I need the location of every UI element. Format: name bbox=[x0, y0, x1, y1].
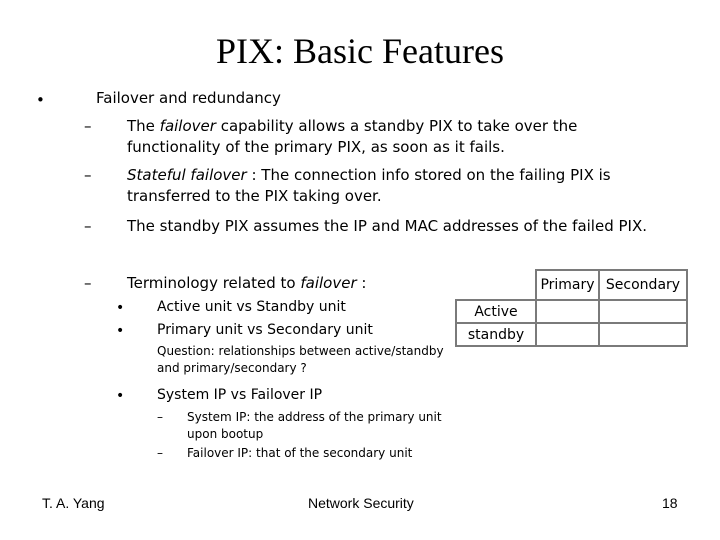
sub-item-system-ip: System IP vs Failover IP bbox=[157, 387, 323, 403]
table-header-cell: Primary bbox=[536, 270, 599, 300]
bullet-icon: • bbox=[116, 300, 125, 316]
bullet-icon: • bbox=[36, 91, 45, 109]
bullet-failover-capability bbox=[127, 116, 597, 158]
question-text: Question: relationships between active/standby and primary/secondary ? bbox=[157, 344, 444, 375]
footer-page-number: 18 bbox=[662, 495, 678, 511]
table-row bbox=[456, 323, 687, 346]
bullet-emphasis: failover bbox=[300, 274, 357, 292]
sub-item-primary-secondary: Primary unit vs Secondary unit bbox=[157, 322, 373, 338]
sub-item-active-standby: Active unit vs Standby unit bbox=[157, 299, 346, 315]
dash-icon: – bbox=[84, 274, 92, 292]
bullet-text: Terminology related to bbox=[127, 274, 301, 292]
footer-course: Network Security bbox=[308, 495, 414, 511]
table-row bbox=[456, 300, 687, 323]
bullet-text: : bbox=[356, 274, 367, 292]
dash-icon: – bbox=[84, 166, 92, 184]
table-cell bbox=[599, 300, 687, 323]
main-heading: Failover and redundancy bbox=[96, 89, 281, 107]
sub-sub-item-failover-ip: Failover IP: that of the secondary unit bbox=[187, 446, 413, 460]
bullet-text: capability allows a standby PIX to take over the functionality of the primary PIX, as soon as it fails. bbox=[127, 117, 578, 156]
bullet-emphasis: Stateful failover bbox=[127, 166, 247, 184]
bullet-stateful-failover bbox=[127, 165, 647, 207]
bullet-text: The bbox=[127, 117, 160, 135]
sub-sub-item-system-ip: System IP: the address of the primary unit upon bootup bbox=[187, 410, 442, 441]
bullet-emphasis: failover bbox=[159, 117, 216, 135]
bullet-text: : The connection info stored on the failing PIX is transferred to the PIX taking over. bbox=[127, 166, 611, 205]
footer-author: T. A. Yang bbox=[42, 495, 105, 511]
table-header-cell: Secondary bbox=[599, 270, 687, 300]
table-row-label: standby bbox=[456, 323, 536, 346]
table-row-label: Active bbox=[456, 300, 536, 323]
table-cell bbox=[536, 323, 599, 346]
dash-icon: – bbox=[84, 117, 92, 135]
bullet-standby-assumes: The standby PIX assumes the IP and MAC addresses of the failed PIX. bbox=[127, 217, 647, 235]
table-cell bbox=[599, 323, 687, 346]
terminology-table bbox=[455, 269, 688, 347]
dash-icon: – bbox=[157, 446, 163, 460]
slide-title: PIX: Basic Features bbox=[216, 31, 504, 71]
table-cell bbox=[536, 300, 599, 323]
dash-icon: – bbox=[84, 217, 92, 235]
dash-icon: – bbox=[157, 410, 163, 424]
bullet-icon: • bbox=[116, 388, 125, 404]
bullet-icon: • bbox=[116, 323, 125, 339]
table-header-cell bbox=[456, 270, 536, 300]
bullet-terminology bbox=[127, 273, 366, 294]
table-header-row bbox=[456, 270, 687, 300]
